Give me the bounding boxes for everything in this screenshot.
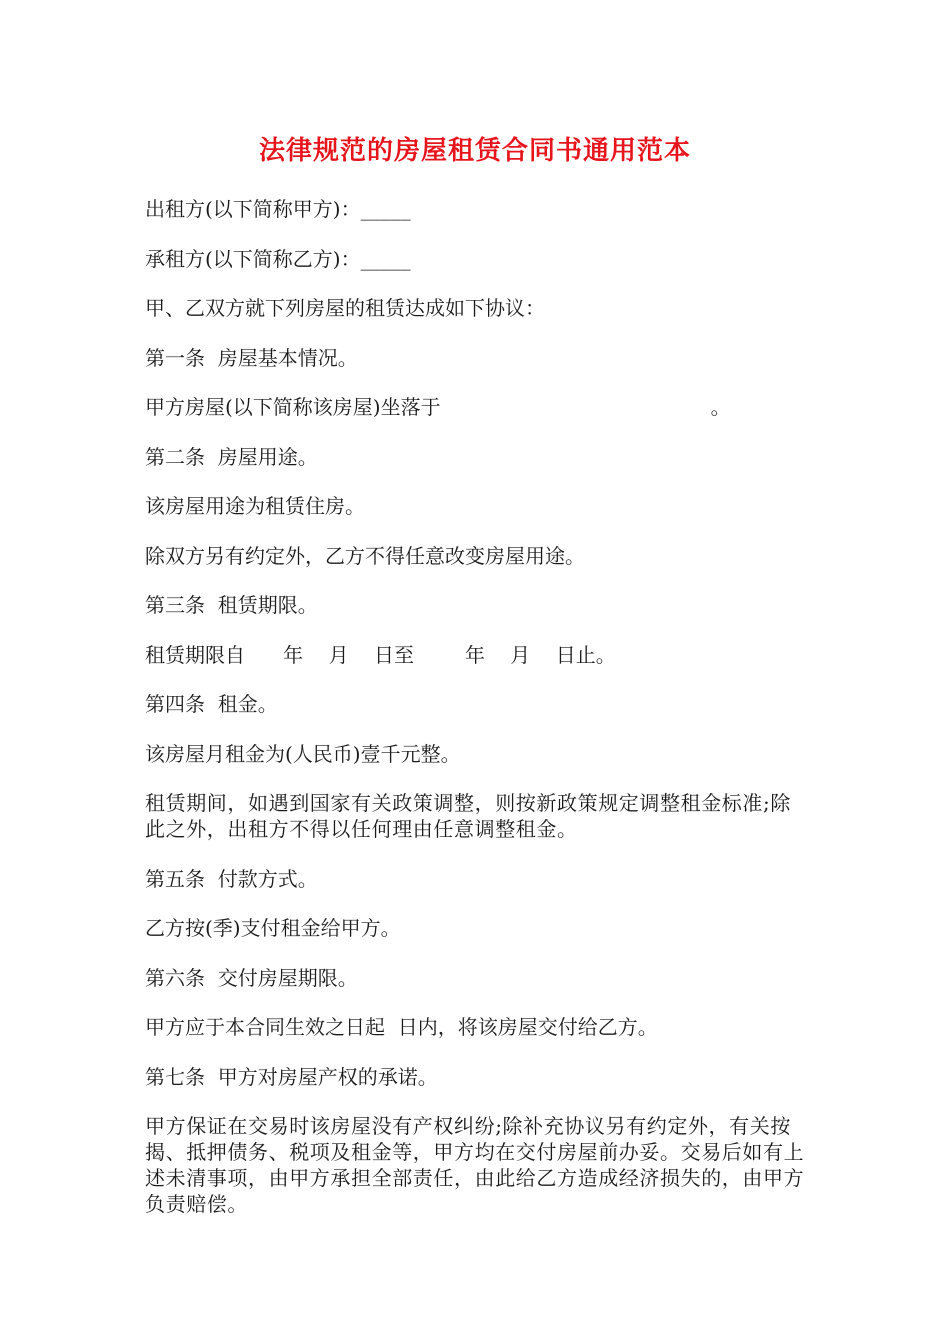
- lessor-blank: _____: [360, 197, 411, 221]
- article-6-heading: 第六条 交付房屋期限。: [145, 965, 358, 990]
- article-5-heading: 第五条 付款方式。: [145, 866, 318, 891]
- lessee-label: 承租方(以下简称乙方)：: [145, 246, 361, 271]
- article-1-body: [145, 394, 810, 420]
- article-1-heading: 第一条 房屋基本情况。: [145, 345, 358, 370]
- article-2-body-2: 除双方另有约定外，乙方不得任意改变房屋用途。: [145, 543, 585, 568]
- article-6-body: 甲方应于本合同生效之日起 日内，将该房屋交付给乙方。: [145, 1015, 658, 1039]
- article-2-body-1: 该房屋用途为租赁住房。: [145, 494, 365, 518]
- article-4-body-1: 该房屋月租金为(人民币)壹千元整。: [145, 741, 461, 766]
- lessee-line: [145, 246, 810, 272]
- article-3-body: 租赁期限自 年 月 日至 年 月 日止。: [145, 642, 616, 667]
- location-end: 。: [710, 395, 731, 419]
- article-3-heading: 第三条 租赁期限。: [145, 593, 318, 617]
- contract-body: [145, 196, 810, 1241]
- article-7-body: 甲方保证在交易时该房屋没有产权纠纷;除补充协议另有约定外，有关按揭、抵押债务、税项及租金等，甲方均在交付房屋前办妥。交易后如有上述未清事项，由甲方承担全部责任，由此给乙方造成经济损失的，由甲方负责赔偿。: [145, 1114, 805, 1216]
- document-title: 法律规范的房屋租赁合同书通用范本: [258, 136, 691, 166]
- location-label: 甲方房屋(以下简称该房屋)坐落于: [145, 395, 441, 419]
- lessee-blank: _____: [360, 246, 411, 271]
- intro-line: 甲、乙双方就下列房屋的租赁达成如下协议：: [145, 296, 545, 320]
- article-5-body: 乙方按(季)支付租金给甲方。: [145, 916, 401, 940]
- article-4-heading: 第四条 租金。: [145, 692, 278, 716]
- article-7-heading: 第七条 甲方对房屋产权的承诺。: [145, 1064, 438, 1089]
- lessor-label: 出租方(以下简称甲方)：: [145, 197, 361, 221]
- lessor-line: [145, 196, 810, 222]
- article-4-body-2: 租赁期间，如遇到国家有关政策调整，则按新政策规定调整租金标准;除此之外，出租方不得以任何理由任意调整租金。: [145, 791, 791, 841]
- article-2-heading: 第二条 房屋用途。: [145, 444, 318, 469]
